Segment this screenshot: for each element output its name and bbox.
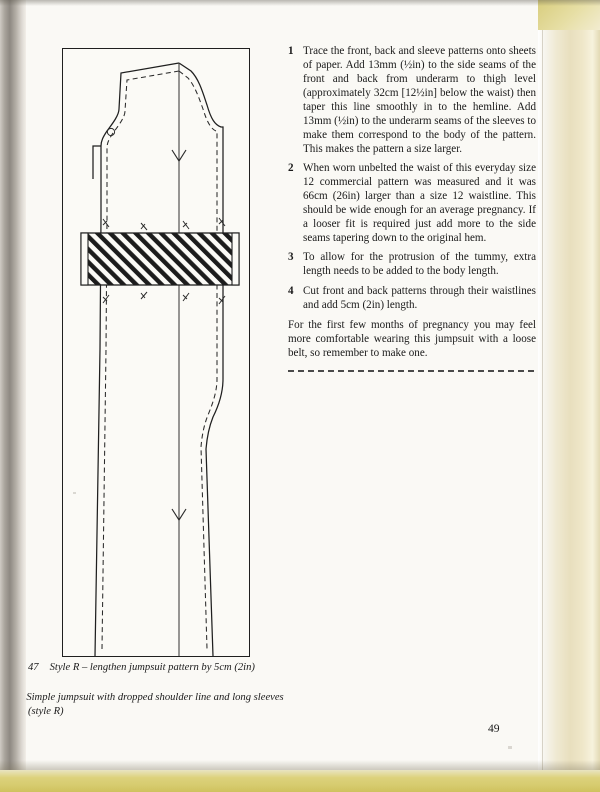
- pattern-outline-solid: [93, 63, 223, 656]
- instruction-steps-list: [288, 44, 536, 312]
- instruction-step: To allow for the protrusion of the tummy, extra length needs to be added to the body length.: [303, 251, 536, 278]
- instructions-column: [288, 44, 536, 360]
- inserted-length-band: [81, 233, 239, 285]
- photo-caption-text: Simple jumpsuit with dropped shoulder line and long sleeves (style R): [26, 692, 284, 717]
- pattern-diagram: [62, 48, 250, 657]
- bottom-page-edge: [0, 770, 600, 792]
- book-gutter-shadow: [0, 0, 26, 792]
- figure-caption: [28, 661, 278, 675]
- instruction-step: When worn unbelted the waist of this everyday size 12 commercial pattern was measured and it was 66cm (26in) larger than a size 12 waistline. This should be wide enough for an average pregnancy. If a looser fit is required just add more to the side seams tapering down to the original hem.: [303, 162, 536, 245]
- page-number: 49: [488, 722, 500, 735]
- photo-caption: [16, 691, 290, 719]
- scan-speck: [73, 492, 76, 494]
- bottom-edge-shadow: [0, 760, 600, 770]
- figure-caption-number: 47: [28, 662, 39, 673]
- section-divider-dashed: [288, 370, 534, 372]
- pattern-seamline-dashed: [102, 71, 217, 649]
- figure-caption-text: Style R – lengthen jumpsuit pattern by 5cm (2in): [49, 662, 255, 673]
- instruction-step: Cut front and back patterns through their waistlines and add 5cm (2in) length.: [303, 284, 536, 311]
- armhole-notch-icon: [107, 128, 114, 135]
- pattern-drawing: [63, 49, 249, 656]
- closing-paragraph: For the first few months of pregnancy you may feel more comfortable wearing this jumpsuit with a loose belt, so remember to make one.: [288, 318, 536, 359]
- instruction-step: Trace the front, back and sleeve patterns onto sheets of paper. Add 13mm (½in) to the side seams of the front and back from underarm to thigh level (approximately 32cm [12½in] below the waist) then taper this line smoothly in to the hemline. Add 13mm (½in) to the underarm seams of the sleeves to make them correspond to the body of the pattern. This makes the pattern a size larger.: [303, 45, 536, 156]
- scan-speck: [508, 746, 512, 749]
- top-edge-shadow: [0, 0, 600, 6]
